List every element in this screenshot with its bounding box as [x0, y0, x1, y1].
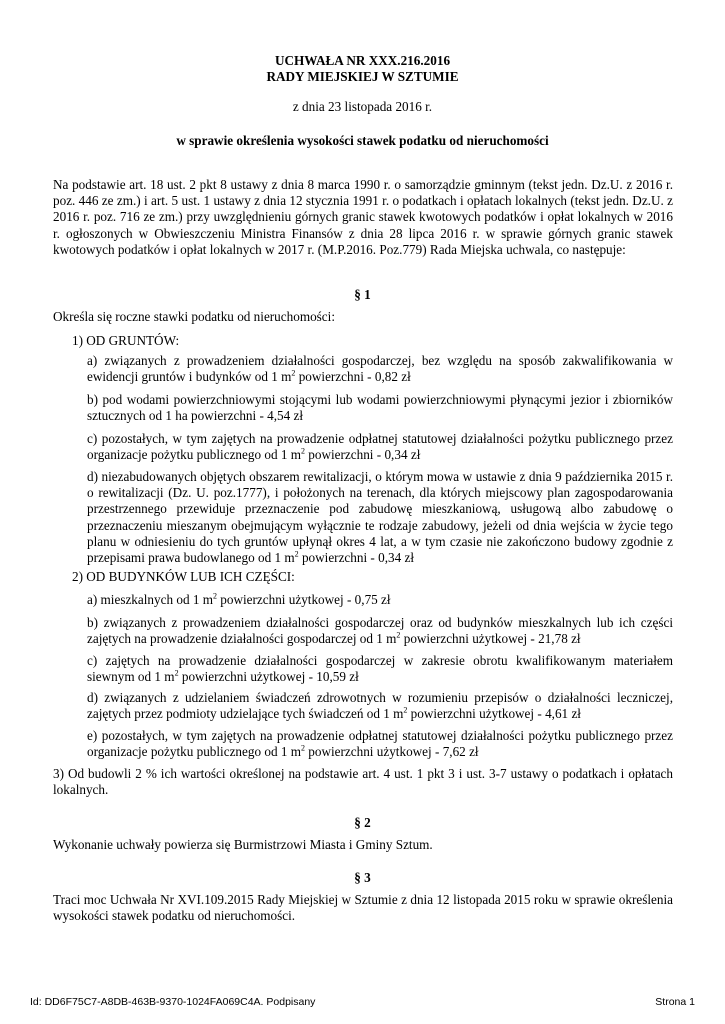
preamble: Na podstawie art. 18 ust. 2 pkt 8 ustawy z dnia 8 marca 1990 r. o samorządzie gminnym (tekst jedn. Dz.U. z 2016 r. poz. 446 ze zm.) i art. 5 ust. 1 ustawy z dnia 12 stycznia 1991 r. o podatkach i opłatach lokalnych (tekst jedn. Dz.U. z 2016 r. poz. 716 ze zm.) przy uwzględnieniu górnych granic stawek kwotowych podatków i opłat lokalnych w 2016 r. ogłoszonych w Obwieszczeniu Ministra Finansów z dnia 28 lipca 2016 r. w sprawie górnych granic stawek kwotowych podatków i opłat lokalnych w 2017 r. (M.P.2016. Poz.779) Rada Miejska uchwala, co następuje:	[53, 177, 673, 257]
section2-heading: § 2	[354, 815, 371, 830]
group2-item-b: b) związanych z prowadzeniem działalności gospodarczej oraz od budynków mieszkalnych lub ich części zajętych na prowadzenie działalności gospodarczej od 1 $m^2$ powierzchni użytkowej - 21,78 zł	[87, 615, 673, 647]
resolution-subject: w sprawie określenia wysokości stawek podatku od nieruchomości	[176, 133, 549, 148]
section3-heading: § 3	[354, 870, 371, 885]
group1-label: 1) OD GRUNTÓW:	[72, 333, 180, 348]
group1-item-c: c) pozostałych, w tym zajętych na prowadzenie odpłatnej statutowej działalności pożytku publicznego przez organizacje pożytku publicznego od 1 $m^2$ powierzchni - 0,34 zł	[87, 431, 673, 463]
council-name: RADY MIEJSKIEJ W SZTUMIE	[266, 69, 459, 84]
group1-item-d: d) niezabudowanych objętych obszarem rewitalizacji, o którym mowa w ustawie z dnia 9 października 2015 r. o rewitalizacji (Dz. U. poz.1777), i położonych na terenach, dla których miejscowy plan zagospodarowania przestrzennego przewiduje przeznaczenie pod zabudowę mieszkaniową, usługową albo zabudowę o przeznaczeniu mieszanym obejmującym wyłącznie te rodzaje zabudowy, jeżeli od dnia wejścia w życie tego planu w odniesieniu do tych gruntów upłynął okres 4 lat, a w tym czasie nie zakończono budowy zgodnie z przepisami prawa budowlanego od 1 $m^2$ powierzchni - 0,34 zł	[87, 469, 673, 566]
resolution-date: z dnia 23 listopada 2016 r.	[292, 99, 433, 114]
group3-item: 3) Od budowli 2 % ich wartości określonej na podstawie art. 4 ust. 1 pkt 3 i ust. 3-7 ustawy o podatkach i opłatach lokalnych.	[53, 766, 673, 798]
group1-item-b: b) pod wodami powierzchniowymi stojącymi lub wodami powierzchniowymi płynącymi jezior i zbiorników sztucznych od 1 ha powierzchni - 4,54 zł	[87, 392, 673, 424]
group2-item-e: e) pozostałych, w tym zajętych na prowadzenie odpłatnej statutowej działalności pożytku publicznego przez organizacje pożytku publicznego od 1 $m^2$ powierzchni użytkowej - 7,62 zł	[87, 728, 673, 760]
footer-document-id: Id: DD6F75C7-A8DB-463B-9370-1024FA069C4A. Podpisany	[30, 996, 316, 1008]
group2-item-c: c) zajętych na prowadzenie działalności gospodarczej w zakresie obrotu kwalifikowanym materiałem siewnym od 1 $m^2$ powierzchni użytkowej - 10,59 zł	[87, 653, 673, 685]
group2-item-d: d) związanych z udzielaniem świadczeń zdrowotnych w rozumieniu przepisów o działalności leczniczej, zajętych przez podmioty udzielające tych świadczeń od 1 $m^2$ powierzchni użytkowej - 4,61 zł	[87, 690, 673, 722]
section2-text: Wykonanie uchwały powierza się Burmistrzowi Miasta i Gminy Sztum.	[53, 837, 433, 852]
group1-item-a: a) związanych z prowadzeniem działalności gospodarczej, bez względu na sposób zakwalifikowania w ewidencji gruntów i budynków od 1 $m^2$ powierzchni - 0,82 zł	[87, 353, 673, 385]
section3-text: Traci moc Uchwała Nr XVI.109.2015 Rady Miejskiej w Sztumie z dnia 12 listopada 2015 roku w sprawie określenia wysokości stawek podatku od nieruchomości.	[53, 892, 673, 924]
group2-item-a: a) mieszkalnych od 1 $m^2$ powierzchni użytkowej - 0,75 zł	[87, 591, 391, 607]
section1-heading: § 1	[354, 287, 371, 302]
section1-intro: Określa się roczne stawki podatku od nieruchomości:	[53, 309, 335, 324]
footer-page-number: Strona 1	[655, 996, 695, 1008]
group2-label: 2) OD BUDYNKÓW LUB ICH CZĘŚCI:	[72, 569, 295, 584]
resolution-number: UCHWAŁA NR XXX.216.2016	[274, 53, 451, 68]
